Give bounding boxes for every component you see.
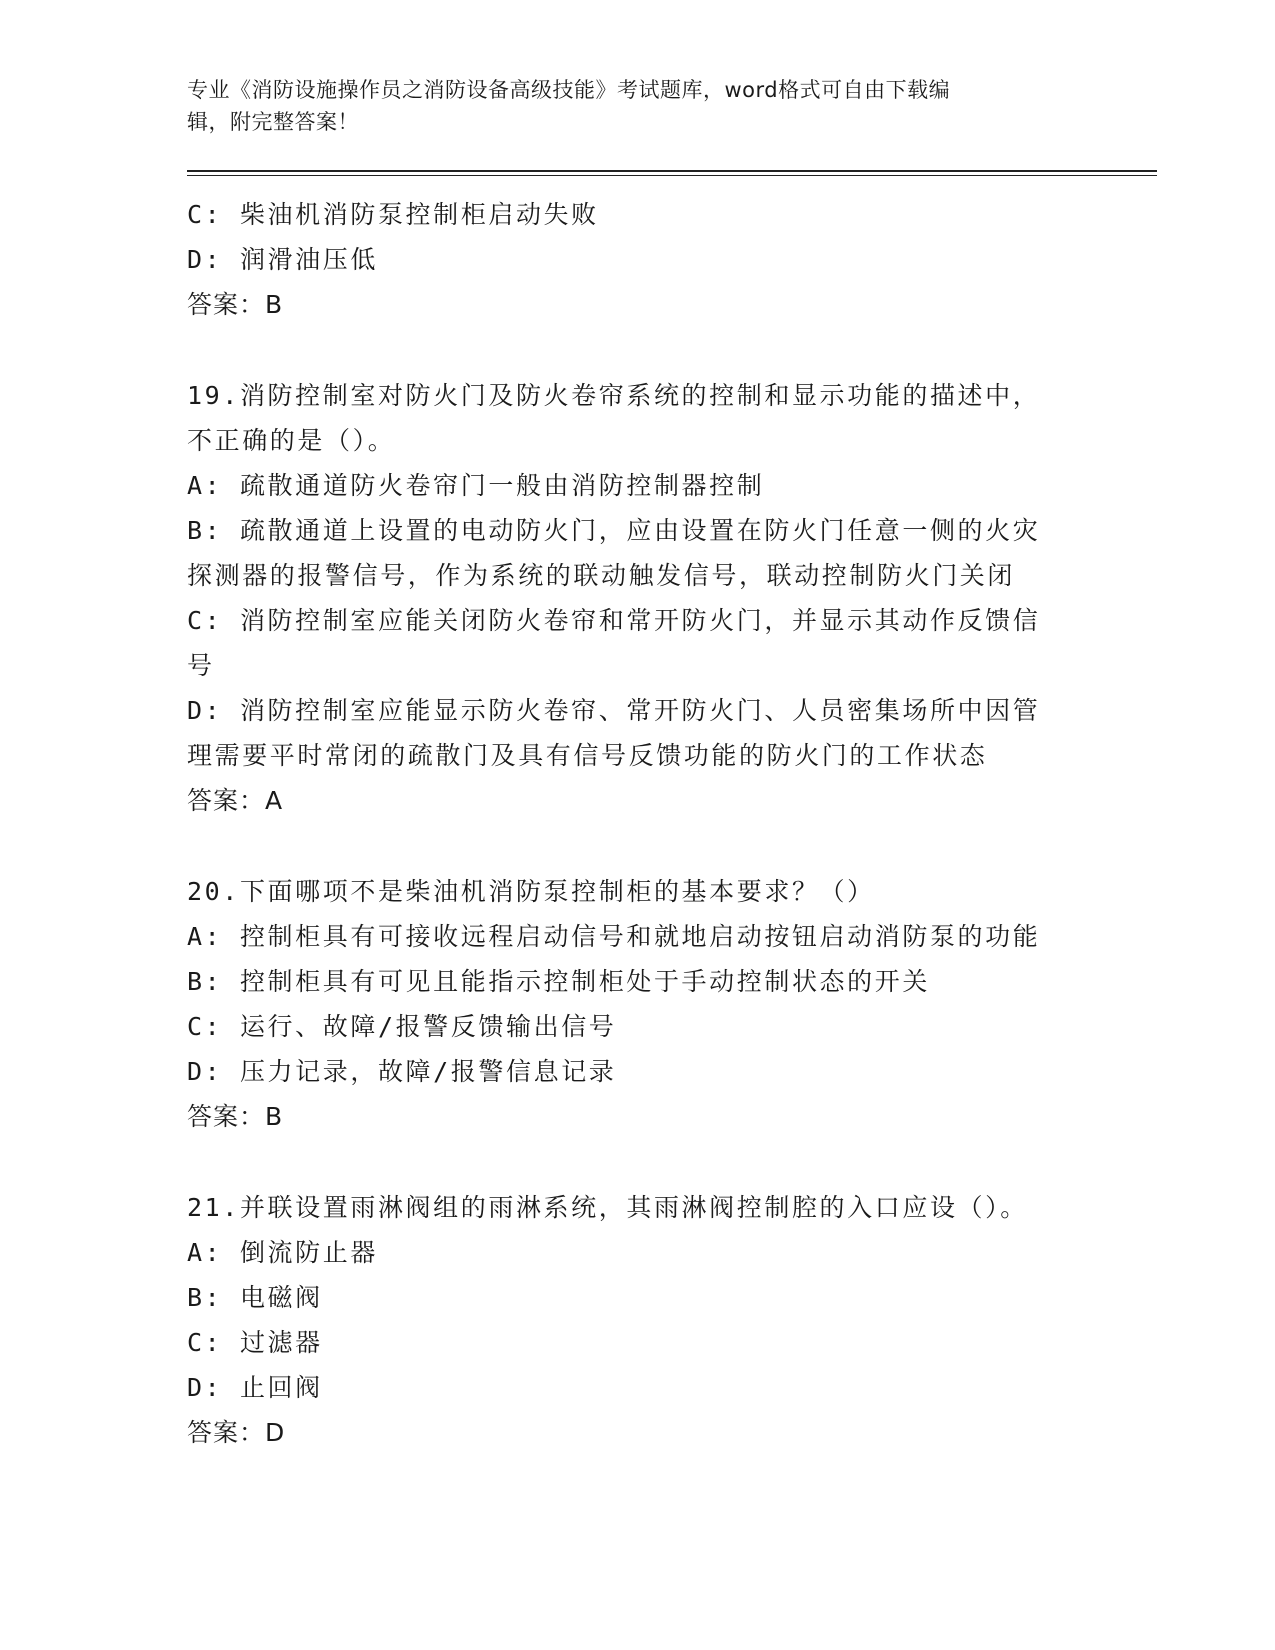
document-header bbox=[187, 74, 1157, 138]
question-stem: 20.下面哪项不是柴油机消防泵控制柜的基本要求？（） bbox=[187, 877, 875, 906]
option-d: D: 消防控制室应能显示防火卷帘、常开防火门、人员密集场所中因管 bbox=[187, 696, 1041, 725]
header-divider-thin bbox=[187, 175, 1157, 176]
option-d: D: 止回阀 bbox=[187, 1373, 323, 1402]
option-c: C: 消防控制室应能关闭防火卷帘和常开防火门，并显示其动作反馈信 bbox=[187, 606, 1041, 635]
option-c: C: 过滤器 bbox=[187, 1328, 323, 1357]
option-d: D: 润滑油压低 bbox=[187, 245, 378, 274]
option-d-cont: 理需要平时常闭的疏散门及具有信号反馈功能的防火门的工作状态 bbox=[187, 741, 988, 770]
answer: 答案：D bbox=[187, 1418, 286, 1447]
option-a: A: 疏散通道防火卷帘门一般由消防控制器控制 bbox=[187, 471, 765, 500]
question-18-tail bbox=[187, 192, 1157, 327]
option-b-cont: 探测器的报警信号，作为系统的联动触发信号，联动控制防火门关闭 bbox=[187, 561, 1016, 590]
question-stem-cont: 不正确的是（）。 bbox=[187, 426, 396, 455]
option-d: D: 压力记录，故障/报警信息记录 bbox=[187, 1057, 617, 1086]
option-a: A: 倒流防止器 bbox=[187, 1238, 378, 1267]
document-page bbox=[187, 74, 1157, 1455]
answer: 答案：B bbox=[187, 1102, 284, 1131]
question-20 bbox=[187, 869, 1157, 1139]
option-c: C: 运行、故障/报警反馈输出信号 bbox=[187, 1012, 617, 1041]
question-stem: 19.消防控制室对防火门及防火卷帘系统的控制和显示功能的描述中， bbox=[187, 381, 1041, 410]
question-19 bbox=[187, 373, 1157, 823]
option-c-cont: 号 bbox=[187, 651, 215, 680]
header-line-2: 辑，附完整答案！ bbox=[187, 110, 359, 134]
question-21 bbox=[187, 1185, 1157, 1455]
answer: 答案：B bbox=[187, 290, 284, 319]
option-b: B: 电磁阀 bbox=[187, 1283, 323, 1312]
header-line-1: 专业《消防设施操作员之消防设备高级技能》考试题库，word格式可自由下载编 bbox=[187, 78, 951, 102]
option-a: A: 控制柜具有可接收远程启动信号和就地启动按钮启动消防泵的功能 bbox=[187, 922, 1041, 951]
option-c: C: 柴油机消防泵控制柜启动失败 bbox=[187, 200, 599, 229]
question-stem: 21.并联设置雨淋阀组的雨淋系统，其雨淋阀控制腔的入口应设（）。 bbox=[187, 1193, 1028, 1222]
option-b: B: 控制柜具有可见且能指示控制柜处于手动控制状态的开关 bbox=[187, 967, 930, 996]
header-divider bbox=[187, 170, 1157, 172]
answer: 答案：A bbox=[187, 786, 284, 815]
option-b: B: 疏散通道上设置的电动防火门，应由设置在防火门任意一侧的火灾 bbox=[187, 516, 1041, 545]
